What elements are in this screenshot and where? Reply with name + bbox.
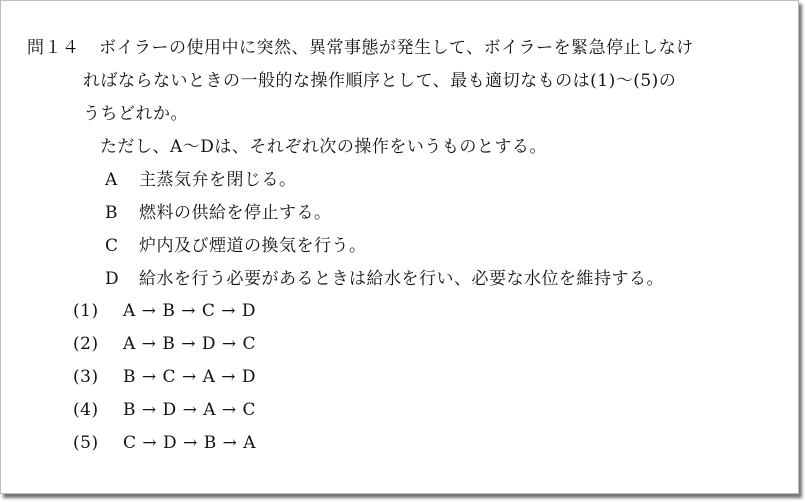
choice-1 <box>73 301 256 321</box>
choice-4 <box>73 400 256 420</box>
choice-number: (2) <box>73 334 99 354</box>
question-text-1: ボイラーの使用中に突然、異常事態が発生して、ボイラーを緊急停止しなけ <box>99 38 694 58</box>
choice-text: C → D → B → A <box>123 433 257 453</box>
question-line-2 <box>83 71 676 91</box>
operation-text: 炉内及び煙道の換気を行う。 <box>139 236 367 256</box>
choice-number: (5) <box>73 433 99 453</box>
operation-label: C <box>105 236 119 256</box>
operation-b <box>105 203 332 223</box>
operation-a <box>105 170 297 190</box>
choice-text: B → C → A → D <box>123 367 257 387</box>
question-line-1 <box>27 38 694 58</box>
operation-c <box>105 236 367 256</box>
operation-label: B <box>105 203 118 223</box>
question-line-3 <box>83 104 188 124</box>
operation-text: 燃料の供給を停止する。 <box>139 203 332 223</box>
choice-text: A → B → D → C <box>123 334 257 354</box>
note-text: ただし、A～Dは、それぞれ次の操作をいうものとする。 <box>100 137 547 157</box>
choice-5 <box>73 433 256 453</box>
choice-2 <box>73 334 256 354</box>
choice-number: (1) <box>73 301 99 321</box>
question-text-2: ればならないときの一般的な操作順序として、最も適切なものは(1)～(5)の <box>83 71 677 91</box>
question-number: 問１４ <box>27 38 80 58</box>
choice-3 <box>73 367 256 387</box>
question-text-3: うちどれか。 <box>83 104 188 124</box>
operation-text: 主蒸気弁を閉じる。 <box>139 170 297 190</box>
note-line <box>100 137 547 157</box>
choice-text: B → D → A → C <box>123 400 257 420</box>
operation-label: A <box>105 170 118 190</box>
choice-number: (3) <box>73 367 99 387</box>
operation-label: D <box>105 269 120 289</box>
operation-d <box>105 269 664 289</box>
operation-text: 給水を行う必要があるときは給水を行い、必要な水位を維持する。 <box>139 269 664 289</box>
choice-number: (4) <box>73 400 99 420</box>
choice-text: A → B → C → D <box>123 301 257 321</box>
